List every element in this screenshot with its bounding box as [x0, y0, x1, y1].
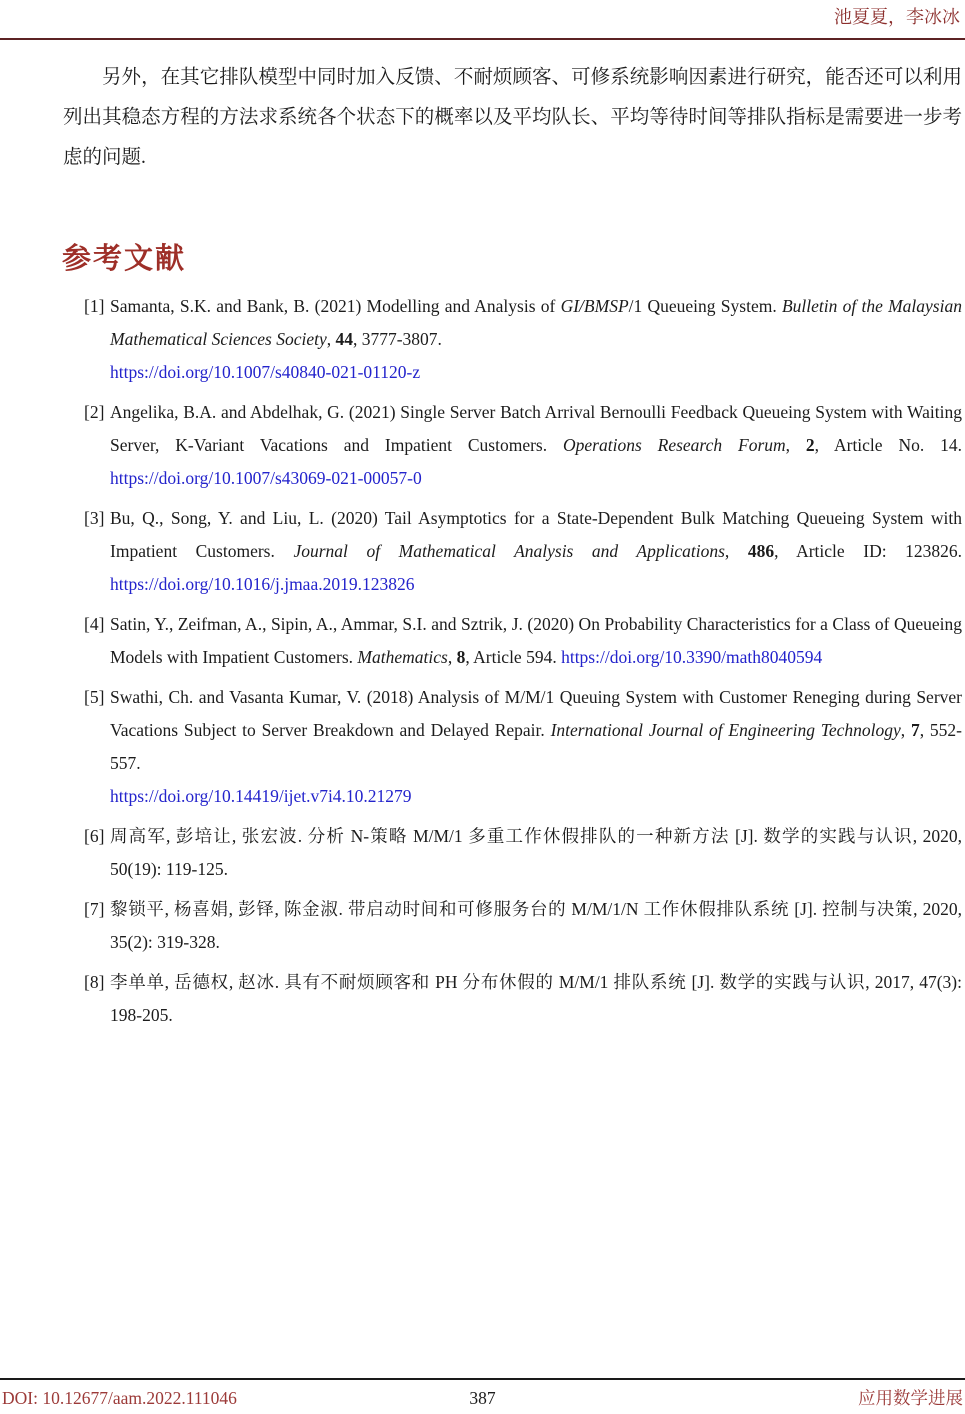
references-heading: 参考文献 — [62, 243, 187, 276]
doi-link[interactable]: https://doi.org/10.1007/s40840-021-01120-z — [110, 362, 421, 382]
reference-segment: , 552-557. — [110, 720, 962, 773]
footer-rule — [0, 1378, 965, 1380]
reference-segment: , — [326, 329, 336, 349]
reference-segment: 7 — [910, 720, 920, 740]
reference-label: [3] — [84, 508, 105, 528]
reference-text — [110, 966, 962, 1032]
reference-label: [4] — [84, 614, 105, 634]
reference-segment: 486 — [747, 541, 775, 561]
doi-link[interactable]: https://doi.org/10.14419/ijet.v7i4.10.21279 — [110, 786, 412, 806]
reference-segment: Angelika, B.A. and Abdelhak, G. (2021) Single Server Batch Arrival Bernoulli Feedback Queueing System with Waiting Server, K-Variant Vacations and Impatient Customers. — [110, 402, 962, 455]
reference-text — [110, 681, 962, 813]
reference-text — [110, 290, 962, 389]
doi-link[interactable]: https://doi.org/10.1016/j.jmaa.2019.123826 — [110, 574, 415, 594]
reference-segment: , — [900, 720, 911, 740]
footer-page-number: 387 — [469, 1388, 496, 1408]
conclusion-paragraph: 另外，在其它排队模型中同时加入反馈、不耐烦顾客、可修系统影响因素进行研究，能否还可以利用列出其稳态方程的方法求系统各个状态下的概率以及平均队长、平均等待时间等排队指标是需要进一步考虑的问题. — [63, 67, 962, 168]
doi-link[interactable]: https://doi.org/10.3390/math8040594 — [561, 647, 823, 667]
reference-segment: Bulletin of the Malaysian Mathematical Sciences Society — [110, 296, 962, 349]
footer — [2, 1386, 963, 1410]
footer-journal-name: 应用数学进展 — [857, 1388, 963, 1408]
reference-segment: 黎锁平, 杨喜娟, 彭铎, 陈金淑. 带启动时间和可修服务台的 M/M/1/N 工作休假排队系统 [J]. 控制与决策, 2020, 35(2): 319-328. — [110, 899, 962, 952]
reference-segment: , Article ID: 123826. — [774, 541, 963, 561]
reference-text — [110, 396, 962, 495]
reference-segment: 44 — [335, 329, 353, 349]
references-list — [84, 290, 962, 1039]
reference-segment: Mathematics — [357, 647, 448, 667]
reference-item — [84, 290, 962, 389]
reference-segment: 2 — [805, 435, 815, 455]
doi-link[interactable]: https://doi.org/10.1007/s43069-021-00057-0 — [110, 468, 422, 488]
reference-segment: Satin, Y., Zeifman, A., Sipin, A., Ammar, S.I. and Sztrik, J. (2020) On Probability Characteristics for a Class of Queueing Models with Impatient Customers. — [110, 614, 962, 667]
reference-segment: 李单单, 岳德权, 赵冰. 具有不耐烦顾客和 PH 分布休假的 M/M/1 排队系统 [J]. 数学的实践与认识, 2017, 47(3): 198-205. — [110, 972, 962, 1025]
reference-segment: , — [785, 435, 806, 455]
reference-segment: Samanta, S.K. and Bank, B. (2021) Modelling and Analysis of — [110, 296, 561, 316]
reference-segment: /1 Queueing System. — [628, 296, 782, 316]
reference-segment: International Journal of Engineering Technology — [550, 720, 901, 740]
footer-doi: DOI: 10.12677/aam.2022.111046 — [2, 1388, 237, 1408]
reference-segment: GI/BMSP — [560, 296, 629, 316]
reference-text — [110, 820, 962, 886]
reference-segment: 8 — [456, 647, 466, 667]
reference-segment: Journal of Mathematical Analysis and Applications — [293, 541, 725, 561]
reference-item — [84, 396, 962, 495]
running-head-authors: 池夏夏，李冰冰 — [834, 7, 960, 27]
reference-label: [7] — [84, 899, 105, 919]
reference-item — [84, 893, 962, 959]
reference-label: [8] — [84, 972, 105, 992]
reference-segment: , Article 594. — [465, 647, 562, 667]
reference-segment: , Article No. 14. — [814, 435, 962, 455]
reference-segment: 周高军, 彭培让, 张宏波. 分析 N-策略 M/M/1 多重工作休假排队的一种新方法 [J]. 数学的实践与认识, 2020, 50(19): 119-125. — [110, 826, 962, 879]
reference-segment: Operations Research Forum — [563, 435, 786, 455]
reference-segment: Bu, Q., Song, Y. and Liu, L. (2020) Tail Asymptotics for a State-Dependent Bulk Matching Queueing System with Impatient Customers. — [110, 508, 962, 561]
reference-text — [110, 502, 962, 601]
reference-item — [84, 820, 962, 886]
reference-item — [84, 681, 962, 813]
reference-label: [6] — [84, 826, 105, 846]
reference-segment: , — [447, 647, 457, 667]
reference-segment: , — [724, 541, 748, 561]
reference-label: [2] — [84, 402, 105, 422]
reference-item — [84, 966, 962, 1032]
reference-item — [84, 608, 962, 674]
reference-label: [1] — [84, 296, 105, 316]
reference-segment: , 3777-3807. — [352, 329, 442, 349]
reference-item — [84, 502, 962, 601]
reference-text — [110, 608, 962, 674]
reference-label: [5] — [84, 687, 105, 707]
header-rule — [0, 38, 965, 40]
reference-segment: Swathi, Ch. and Vasanta Kumar, V. (2018) Analysis of M/M/1 Queuing System with Customer Reneging during Server Vacations Subject to Server Breakdown and Delayed Repair. — [110, 687, 962, 740]
reference-text — [110, 893, 962, 959]
